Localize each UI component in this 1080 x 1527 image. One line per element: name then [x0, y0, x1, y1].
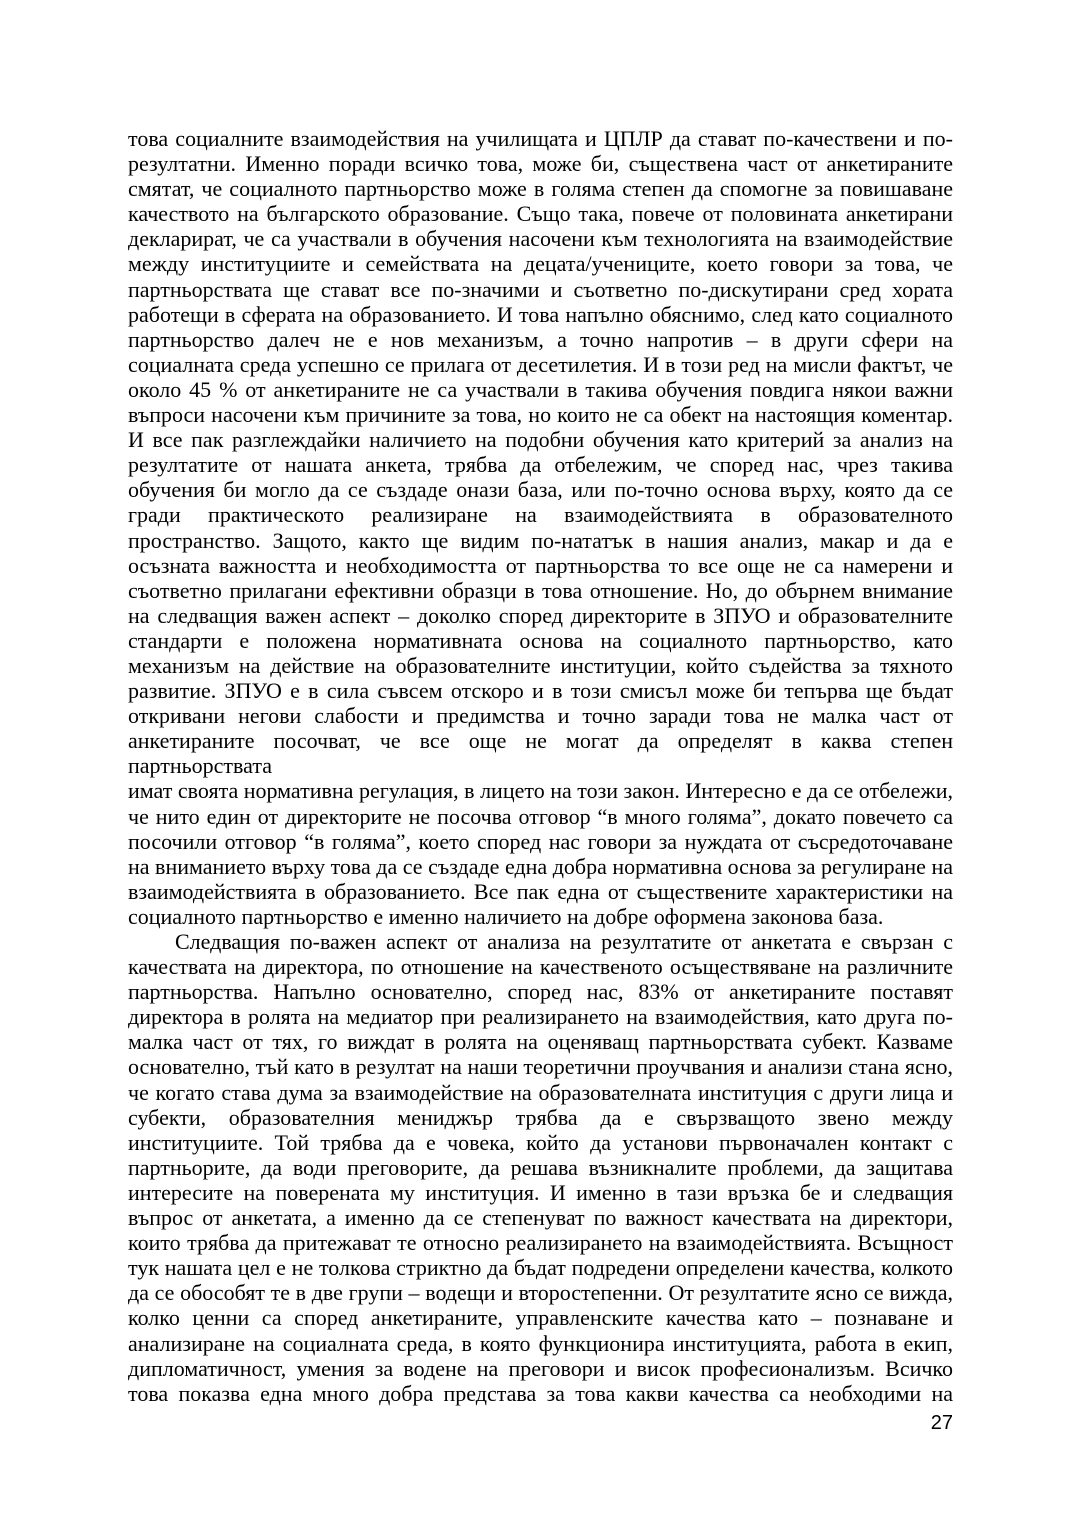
text-line: стандарти е положена нормативната основа на социалното партньорство, като [128, 627, 953, 653]
text-line: резултатни. Именно поради всичко това, може би, съществена част от анкетираните [128, 151, 953, 177]
text-line: съответно прилагани ефективни образци в това отношение. Но, до обърнем внимание [128, 577, 953, 603]
text-line: качеството на българското образование. Също така, повече от половината анкетирани [128, 201, 953, 227]
text-line: осъзната важността и необходимостта от партньорства то все още не са намерени и [128, 552, 953, 578]
text-line: партньорите, да води преговорите, да решава възникналите проблеми, да защитава [128, 1154, 953, 1180]
text-line: субекти, образователния мениджър трябва да е свързващото звено между [128, 1104, 953, 1130]
text-line: основателно, тъй като в резултат на наши теоретични проучвания и анализи стана ясно, [128, 1054, 953, 1080]
text-line: въпроси насочени към причините за това, но които не са обект на настоящия коментар. [128, 402, 953, 428]
text-line: които трябва да притежават те относно реализирането на взаимодействията. Всъщност [128, 1230, 953, 1256]
text-line: обучения би могло да се създаде онази база, или по-точно основа върху, която да се [128, 477, 953, 503]
text-line: анализиране на социалната среда, в която функционира институцията, работа в екип, [128, 1330, 953, 1356]
text-line: партньорствата ще стават все по-значими и съответно по-дискутирани сред хората [128, 276, 953, 302]
text-line: откривани негови слабости и предимства и точно заради това не малка част от [128, 703, 953, 729]
text-line: дипломатичност, умения за водене на преговори и висок професионализъм. Всичко [128, 1355, 953, 1381]
text-line: институциите. Той трябва да е човека, който да установи първоначален контакт с [128, 1129, 953, 1155]
text-line: да се обособят те в две групи – водещи и второстепенни. От резултатите ясно се вижда, [128, 1280, 953, 1306]
text-line: посочили отговор “в голяма”, което според нас говори за нуждата от съсредоточаване [128, 828, 953, 854]
text-line: декларират, че са участвали в обучения насочени към технологията на взаимодействие [128, 226, 953, 252]
text-line: това показва една много добра представа за това какви качества са необходими на [128, 1380, 953, 1406]
text-line: механизъм на действие на образователните институции, който съдейства за тяхното [128, 652, 953, 678]
text-line: имат своята нормативна регулация, в лицето на този закон. Интересно е да се отбележи, [128, 778, 953, 804]
text-line: партньорства. Напълно основателно, според нас, 83% от анкетираните поставят [128, 979, 953, 1005]
text-line: въпрос от анкетата, а именно да се степенуват по важност качествата на директори, [128, 1205, 953, 1231]
text-line: И все пак разглеждайки наличието на подобни обучения като критерий за анализ на [128, 427, 953, 453]
text-line: директора в ролята на медиатор при реализирането на взаимодействия, като друга по- [128, 1004, 953, 1030]
text-line: че когато става дума за взаимодействие на образователната институция с други лица и [128, 1079, 953, 1105]
text-line: гради практическото реализиране на взаимодействията в образователното [128, 502, 953, 528]
text-line: социалната среда успешно се прилага от десетилетия. И в този ред на мисли фактът, че [128, 351, 953, 377]
text-line: малка част от тях, го виждат в ролята на оценяващ партньорствата субект. Казваме [128, 1029, 953, 1055]
text-line: анкетираните посочват, че все още не могат да определят в каква степен партньорствата [128, 728, 953, 779]
text-line: качествата на директора, по отношение на качественото осъществяване на различните [128, 954, 953, 980]
body-text [128, 126, 953, 1406]
text-line: пространство. Защото, както ще видим по-нататък в нашия анализ, макар и да е [128, 527, 953, 553]
text-line: резултатите от нашата анкета, трябва да отбележим, че според нас, чрез такива [128, 452, 953, 478]
text-line: че нито един от директорите не посочва отговор “в много голяма”, докато повечето са [128, 803, 953, 829]
page-number: 27 [930, 1412, 953, 1434]
text-line: Следващия по-важен аспект от анализа на резултатите от анкетата е свързан с [175, 929, 953, 954]
text-line: тук нашата цел е не толкова стриктно да бъдат подредени определени качества, колкото [128, 1255, 953, 1281]
text-line: социалното партньорство е именно наличието на добре оформена законова база. [128, 903, 884, 929]
text-line: взаимодействията в образованието. Все пак една от съществените характеристики на [128, 878, 953, 904]
text-line: развитие. ЗПУО е в сила съвсем отскоро и в този смисъл може би тепърва ще бъдат [128, 678, 953, 704]
text-line: смятат, че социалното партньорство може в голяма степен да спомогне за повишаване [128, 176, 953, 202]
text-line: на следващия важен аспект – доколко според директорите в ЗПУО и образователните [128, 602, 953, 628]
text-line: това социалните взаимодействия на училищата и ЦПЛР да стават по-качествени и по- [128, 126, 953, 151]
text-line: около 45 % от анкетираните не са участвали в такива обучения повдига някои важни [128, 376, 953, 402]
text-line: между институциите и семействата на децата/учениците, което говори за това, че [128, 251, 953, 277]
text-line: работещи в сферата на образованието. И това напълно обяснимо, след като социалното [128, 301, 953, 327]
text-line: интересите на поверената му институция. И именно в тази връзка бе и следващия [128, 1179, 953, 1205]
text-line: на вниманието върху това да се създаде една добра нормативна основа за регулиране на [128, 853, 953, 879]
text-line: колко ценни са според анкетираните, управленските качества като – познаване и [128, 1305, 953, 1331]
text-line: партньорство далеч не е нов механизъм, а точно напротив – в други сфери на [128, 326, 953, 352]
